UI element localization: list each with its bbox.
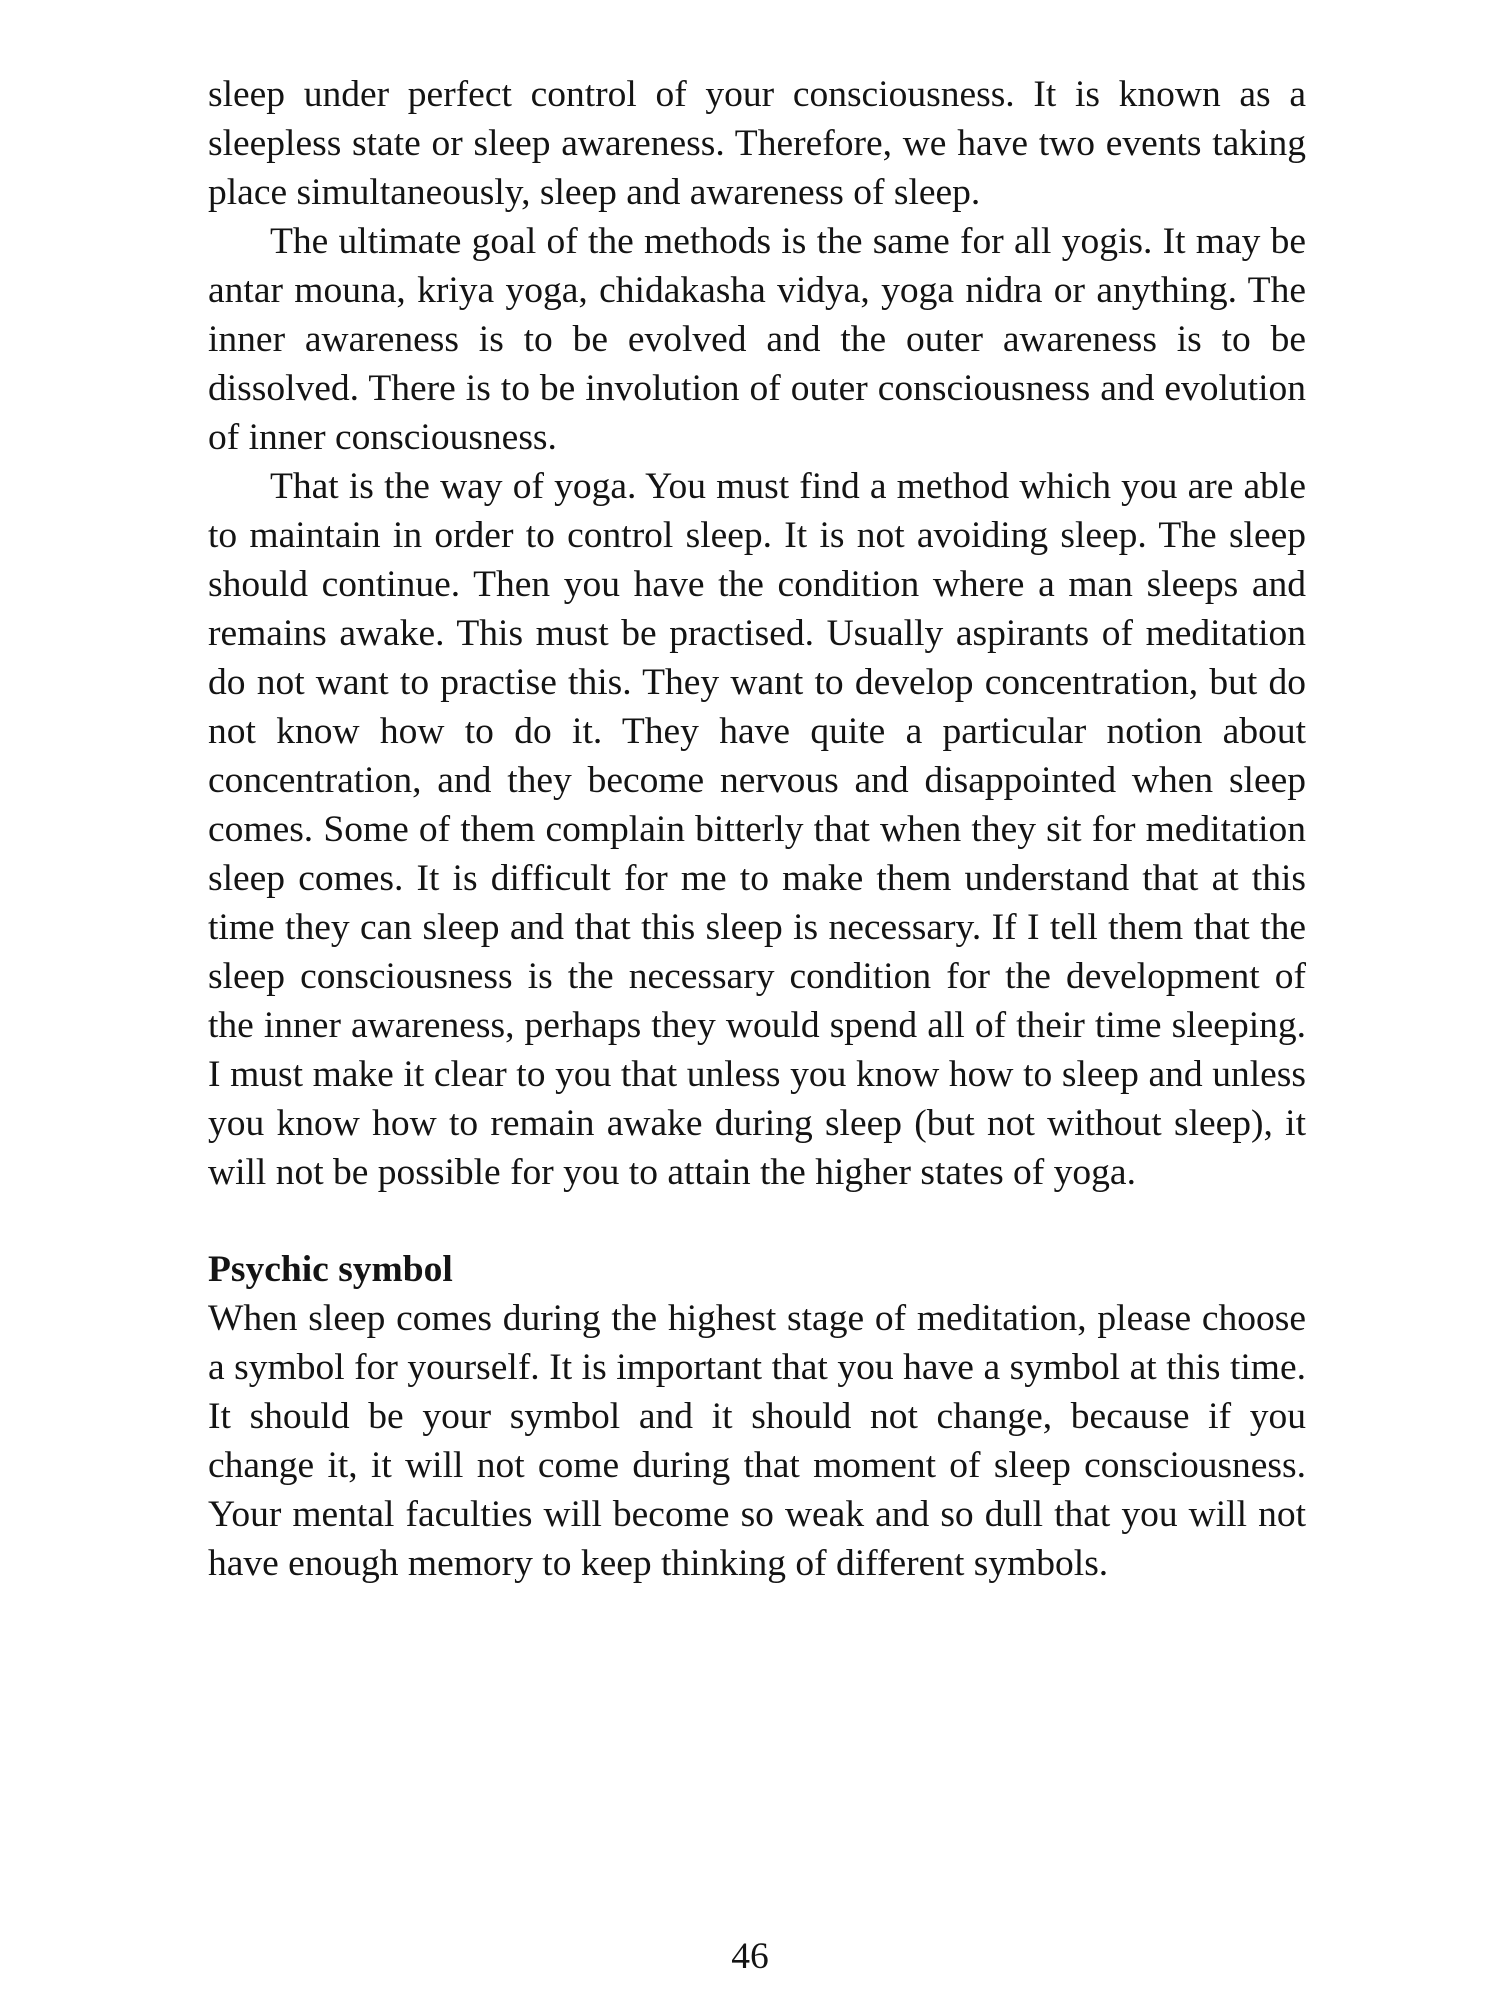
page-number: 46: [731, 1936, 769, 1977]
text-column: [208, 70, 1306, 1588]
paragraph: The ultimate goal of the methods is the same for all yogis. It may be antar mouna, kriya yoga, chidakasha vidya, yoga nidra or anything. The inner awareness is to be evolved and the outer awareness is to be dissolved. There is to be involution of outer consciousness and evolution of inner consciousness.: [208, 221, 1306, 458]
section-heading: Psychic symbol: [208, 1249, 453, 1290]
paragraph: When sleep comes during the highest stage of meditation, please choose a symbol for yourself. It is important that you have a symbol at this time. It should be your symbol and it should not change, because if you change it, it will not come during that moment of sleep consciousness. Your mental faculties will become so weak and so dull that you will not have enough memory to keep thinking of different symbols.: [208, 1298, 1306, 1584]
paragraph: That is the way of yoga. You must find a method which you are able to maintain in order to control sleep. It is not avoiding sleep. The sleep should continue. Then you have the condition where a man sleeps and remains awake. This must be practised. Usually aspirants of meditation do not want to practise this. They want to develop concentration, but do not know how to do it. They have quite a particular notion about concentration, and they become nervous and disappointed when sleep comes. Some of them complain bitterly that when they sit for meditation sleep comes. It is difficult for me to make them understand that at this time they can sleep and that this sleep is necessary. If I tell them that the sleep consciousness is the necessary condition for the development of the inner awareness, perhaps they would spend all of their time sleeping. I must make it clear to you that unless you know how to sleep and unless you know how to remain awake during sleep (but not without sleep), it will not be possible for you to attain the higher states of yoga.: [208, 466, 1306, 1193]
paragraph: sleep under perfect control of your consciousness. It is known as a sleepless state or sleep awareness. Therefore, we have two events taking place simultaneously, sleep and awareness of sleep.: [208, 74, 1306, 213]
